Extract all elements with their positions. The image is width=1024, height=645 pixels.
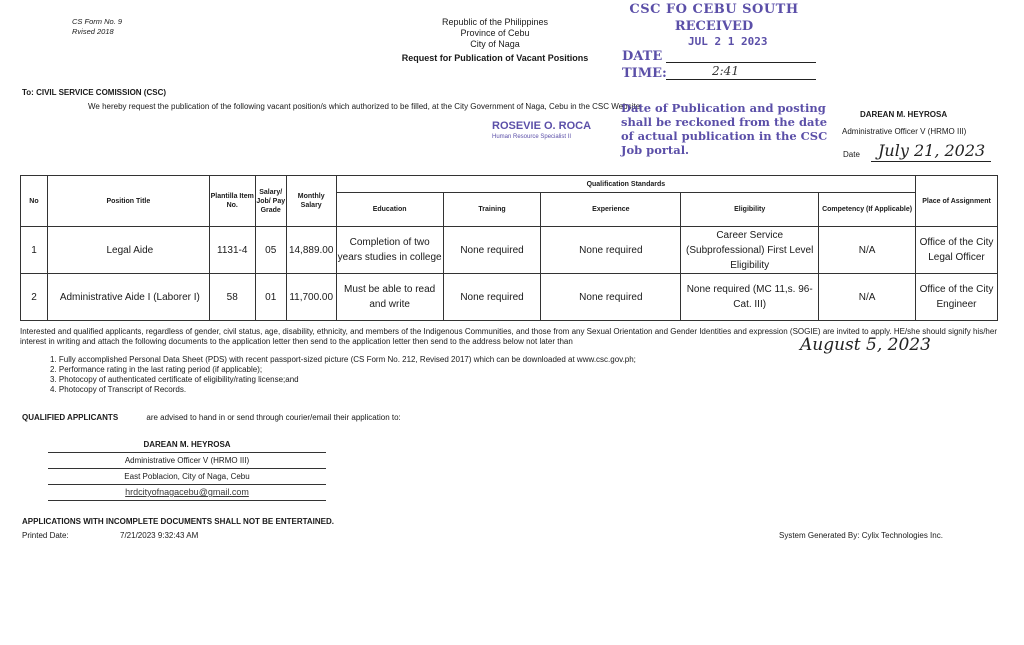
signatory-date-label: Date xyxy=(843,150,860,159)
signatory-date-handwritten: July 21, 2023 xyxy=(878,141,986,160)
cell-grade: 01 xyxy=(255,274,286,321)
cell-no: 2 xyxy=(21,274,48,321)
cell-grade: 05 xyxy=(255,227,286,274)
cell-education: Must be able to read and write xyxy=(336,274,443,321)
cell-education: Completion of two years studies in college xyxy=(336,227,443,274)
header-qualification-standards: Qualification Standards xyxy=(336,176,915,193)
header-salary-grade: Salary/ Job/ Pay Grade xyxy=(255,176,286,227)
header-plantilla: Plantilla Item No. xyxy=(209,176,255,227)
received-stamp-label: RECEIVED xyxy=(674,19,754,34)
table-row xyxy=(21,274,998,321)
qualified-applicants-label: QUALIFIED APPLICANTS xyxy=(22,413,119,422)
header-education: Education xyxy=(336,193,443,227)
list-item: 4. Photocopy of Transcript of Records. xyxy=(50,385,187,394)
page-title: Request for Publication of Vacant Positions xyxy=(401,53,589,63)
table-row xyxy=(21,227,998,274)
cell-plantilla: 58 xyxy=(209,274,255,321)
vacancy-table xyxy=(20,175,998,321)
receiver-name: ROSEVIE O. ROCA xyxy=(492,120,592,132)
contact-address: East Poblacion, City of Naga, Cebu xyxy=(48,469,326,485)
cell-experience: None required xyxy=(541,227,681,274)
cell-salary: 11,700.00 xyxy=(286,274,336,321)
stamp-time-label: TIME: xyxy=(622,66,667,81)
cell-eligibility: None required (MC 11,s. 96-Cat. III) xyxy=(681,274,819,321)
invitation-paragraph: Interested and qualified applicants, regardless of gender, civil status, age, disability, ethnicity, and members of the Indigenous Communities, and those from any Sexual Orientation and Gender Identities and expression (SOGIE) are invited to apply. HE/she should signify his/her interest in writing and attach the following documents to the application letter then send to the application letter then send to the address below not later than xyxy=(20,327,997,346)
header-no: No xyxy=(21,176,48,227)
stamp-date-label: DATE xyxy=(622,49,663,64)
header-competency: Competency (If Applicable) xyxy=(819,193,916,227)
received-stamp-date: JUL 2 1 2023 xyxy=(688,35,768,48)
cell-competency: N/A xyxy=(819,274,916,321)
system-generated-credit: System Generated By: Cylix Technologies Inc. xyxy=(779,531,943,540)
deadline-handwritten: August 5, 2023 xyxy=(800,335,931,355)
qualified-applicants-text: are advised to hand in or send through courier/email their application to: xyxy=(146,413,401,422)
cell-no: 1 xyxy=(21,227,48,274)
form-revision-line: Rvised 2018 xyxy=(72,27,114,36)
stamp-date-line xyxy=(666,62,816,63)
cell-position: Administrative Aide I (Laborer I) xyxy=(47,274,209,321)
header-city: City of Naga xyxy=(470,39,520,49)
cell-salary: 14,889.00 xyxy=(286,227,336,274)
list-item: 1. Fully accomplished Personal Data Sheet (PDS) with recent passport-sized picture (CS Form No. 212, Revised 2017) which can be downloaded at www.csc.gov.ph; xyxy=(50,355,636,364)
header-place: Place of Assignment xyxy=(916,176,998,227)
printed-date xyxy=(22,531,199,540)
cell-competency: N/A xyxy=(819,227,916,274)
received-stamp-office: CSC FO CEBU SOUTH xyxy=(629,2,799,17)
form-number xyxy=(72,17,122,37)
list-item: 2. Performance rating in the last rating period (if applicable); xyxy=(50,365,263,374)
incomplete-notice: APPLICATIONS WITH INCOMPLETE DOCUMENTS SHALL NOT BE ENTERTAINED. xyxy=(22,517,334,526)
cell-plantilla: 1131-4 xyxy=(209,227,255,274)
contact-email-link[interactable]: hrdcityofnagacebu@gmail.com xyxy=(48,485,326,501)
request-statement: We hereby request the publication of the following vacant position/s which authorized to be filled, at the City Government of Naga, Cebu in the CSC Website xyxy=(88,102,641,111)
header-monthly-salary: Monthly Salary xyxy=(286,176,336,227)
header-eligibility: Eligibility xyxy=(681,193,819,227)
addressee: To: CIVIL SERVICE COMISSION (CSC) xyxy=(22,88,167,97)
cell-place: Office of the City Engineer xyxy=(916,274,998,321)
contact-name: DAREAN M. HEYROSA xyxy=(48,437,326,453)
cell-training: None required xyxy=(443,227,541,274)
stamp-time-line xyxy=(666,79,816,80)
cell-place: Office of the City Legal Officer xyxy=(916,227,998,274)
printed-date-label: Printed Date: xyxy=(22,531,69,540)
form-number-line: CS Form No. 9 xyxy=(72,17,123,26)
cell-training: None required xyxy=(443,274,541,321)
signatory-name: DAREAN M. HEYROSA xyxy=(860,110,948,119)
publication-note-stamp: Date of Publication and posting shall be reckoned from the date of actual publication in the CSC Job portal. xyxy=(621,101,828,157)
list-item: 3. Photocopy of authenticated certificate of eligibility/rating license;and xyxy=(50,375,299,384)
header-position-title: Position Title xyxy=(47,176,209,227)
receiver-title: Human Resource Specialist II xyxy=(492,134,572,140)
printed-date-value: 7/21/2023 9:32:43 AM xyxy=(120,531,199,540)
cell-eligibility: Career Service (Subprofessional) First Level Eligibility xyxy=(681,227,819,274)
header-experience: Experience xyxy=(541,193,681,227)
header-province: Province of Cebu xyxy=(460,28,530,38)
header-training: Training xyxy=(443,193,541,227)
header-republic: Republic of the Philippines xyxy=(441,17,549,27)
cell-experience: None required xyxy=(541,274,681,321)
signatory-title: Administrative Officer V (HRMO III) xyxy=(842,127,967,136)
signatory-date-line xyxy=(871,161,991,162)
contact-title: Administrative Officer V (HRMO III) xyxy=(48,453,326,469)
contact-block xyxy=(48,437,326,501)
cell-position: Legal Aide xyxy=(47,227,209,274)
receiver-stamp xyxy=(492,121,592,143)
qualified-applicants-line xyxy=(22,413,401,422)
stamp-time-handwritten: 2:41 xyxy=(712,64,739,78)
document-header xyxy=(380,17,610,64)
requirements-list xyxy=(50,355,636,395)
